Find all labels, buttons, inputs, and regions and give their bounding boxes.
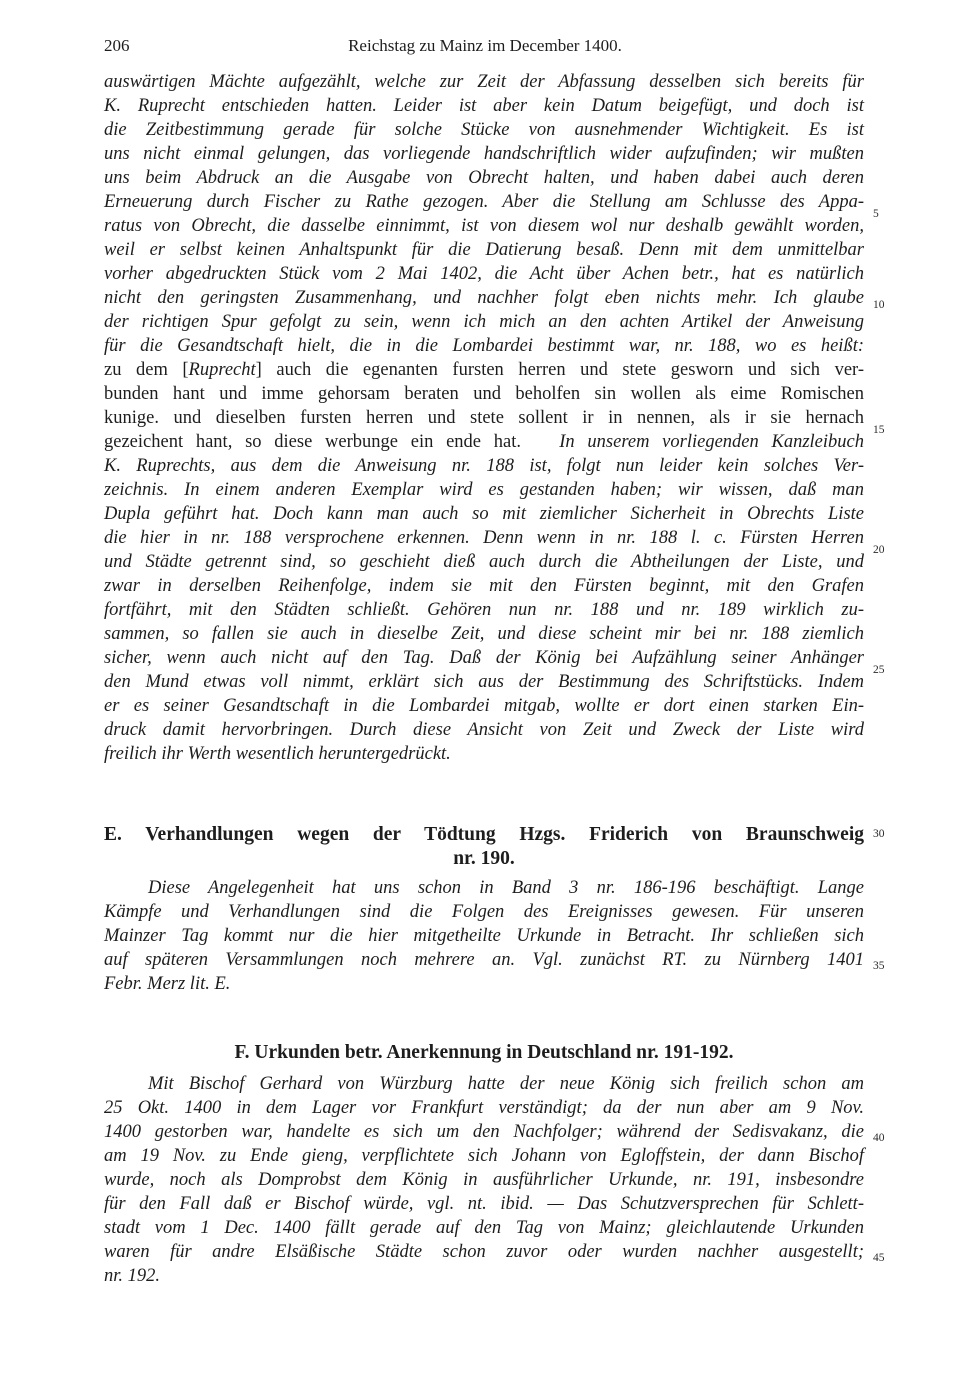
text-line: am 19 Nov. zu Ende gieng, verpflichtete sich Johann von Egloffstein, der dann Bischof bbox=[104, 1146, 864, 1166]
page-header bbox=[104, 36, 866, 58]
margin-line-number: 25 bbox=[873, 664, 885, 676]
running-title: Reichstag zu Mainz im December 1400. bbox=[348, 36, 622, 55]
text-line: Mainzer Tag kommt nur die hier mitgetheilte Urkunde in Betracht. Ihr schließen sich bbox=[104, 926, 864, 946]
quote-name: Ruprecht bbox=[188, 360, 256, 380]
quote-tail-italic: In unserem vorliegenden Kanzleibuch bbox=[559, 432, 864, 452]
margin-line-number: 45 bbox=[873, 1252, 885, 1264]
text-line: uns nicht einmal gelungen, das vorliegende handschriftlich wider aufzufinden; wir mußten bbox=[104, 144, 864, 164]
text-line: waren für andre Elsäßische Städte schon zuvor oder wurden nachher ausgestellt; bbox=[104, 1242, 864, 1262]
text-line: auf späteren Versammlungen noch mehrere an. Vgl. zunächst RT. zu Nürnberg 1401 bbox=[104, 950, 864, 970]
text-line: 1400 gestorben war, handelte es sich um den Nachfolger; während der Sedisvakanz, die bbox=[104, 1122, 864, 1142]
text-line: der richtigen Spur gefolgt zu sein, wenn ich mich an den achten Artikel der Anweisung bbox=[104, 312, 864, 332]
text-line: für die Gesandtschaft hielt, die in die Lombardei bestimmt war, nr. 188, wo es heißt: bbox=[104, 336, 864, 356]
text-line: K. Ruprecht entschieden hatten. Leider ist aber kein Datum beigefügt, und doch ist bbox=[104, 96, 864, 116]
text-line: die hier in nr. 188 versprochene erkennen. Denn wenn in nr. 188 l. c. Fürsten Herren bbox=[104, 528, 864, 548]
text-line: Dupla geführt hat. Doch kann man auch so mit ziemlicher Sicherheit in Obrechts Liste bbox=[104, 504, 864, 524]
text-line: Erneuerung durch Fischer zu Rathe gezogen. Aber die Stellung am Schlusse des Appa- bbox=[104, 192, 864, 212]
text-line: ratus von Obrecht, die dasselbe einnimmt, ist von diesem wol nur deshalb gewählt worden, bbox=[104, 216, 864, 236]
text-line: die Zeitbestimmung gerade für solche Stücke von ausnehmender Wichtigkeit. Es ist bbox=[104, 120, 864, 140]
margin-line-number: 15 bbox=[873, 424, 885, 436]
text-line: den Mund etwas voll nimmt, erklärt sich aus der Bestimmung des Schriftstücks. Indem bbox=[104, 672, 864, 692]
quote-line bbox=[104, 358, 864, 382]
text-line: uns beim Abdruck an die Ausgabe von Obrecht halten, und haben dabei auch deren bbox=[104, 168, 864, 188]
margin-line-number: 10 bbox=[873, 299, 885, 311]
text-line: K. Ruprechts, aus dem die Anweisung nr. 188 ist, folgt nun leider kein solches Ver- bbox=[104, 456, 864, 476]
text-line: Diese Angelegenheit hat uns schon in Band 3 nr. 186-196 beschäftigt. Lange bbox=[148, 878, 864, 898]
text-line: nicht den geringsten Zusammenhang, und nachher folgt eben nichts mehr. Ich glaube bbox=[104, 288, 864, 308]
margin-line-number: 40 bbox=[873, 1132, 885, 1144]
margin-line-number: 35 bbox=[873, 960, 885, 972]
text-line: und Städte getrennt sind, so geschieht dieß auch durch die Abtheilungen der Liste, und bbox=[104, 552, 864, 572]
text-line: sicher, wenn auch nicht auf den Tag. Daß der König bei Aufzählung seiner Anhänger bbox=[104, 648, 864, 668]
section-e-heading-number: nr. 190. bbox=[453, 848, 515, 869]
page-number: 206 bbox=[104, 36, 130, 55]
text-line: weil er selbst keinen Anhaltspunkt für die Datierung besaß. Denn mit dem unmittelbar bbox=[104, 240, 864, 260]
text-line: fortfährt, mit den Städten schließt. Gehören nun nr. 188 und nr. 189 wirklich zu- bbox=[104, 600, 864, 620]
quote-end: gezeichent hant, so diese werbunge ein ende hat. bbox=[104, 432, 521, 452]
text-line: vorher abgedruckten Stück vom 2 Mai 1402, die Acht über Achen betr., hat es natürlich bbox=[104, 264, 864, 284]
margin-line-number: 20 bbox=[873, 544, 885, 556]
margin-line-number: 30 bbox=[873, 828, 885, 840]
quote-line: bunden hant und imme gehorsam beraten und beholfen sin wollen als eime Romischen bbox=[104, 384, 864, 404]
text-line: für den Fall daß er Bischof würde, vgl. nt. ibid. — Das Schutzversprechen für Schlett- bbox=[104, 1194, 864, 1214]
text-line: Kämpfe und Verhandlungen sind die Folgen des Ereignisses gewesen. Für unseren bbox=[104, 902, 864, 922]
quote-line: kunige. und dieselben fursten herren und stete sollent ir in nennen, als ir sie hernach bbox=[104, 408, 864, 428]
quote-prefix: zu dem [ bbox=[104, 360, 189, 380]
text-line: zwar in derselben Reihenfolge, indem sie mit den Fürsten beginnt, mit den Grafen bbox=[104, 576, 864, 596]
text-line: nr. 192. bbox=[104, 1266, 161, 1286]
section-e-heading: E. Verhandlungen wegen der Tödtung Hzgs. Friderich von Braunschweig bbox=[104, 824, 864, 845]
text-line: sammen, so fallen sie auch in dieselbe Zeit, und diese scheint mir bei nr. 188 ziemlich bbox=[104, 624, 864, 644]
section-f-heading: F. Urkunden betr. Anerkennung in Deutschland nr. 191-192. bbox=[234, 1042, 734, 1063]
text-line: druck damit hervorbringen. Durch diese Ansicht von Zeit und Zweck der Liste wird bbox=[104, 720, 864, 740]
text-line: wurde, noch als Domprobst dem König in ausführlicher Urkunde, nr. 191, insbesondre bbox=[104, 1170, 864, 1190]
text-line: er es seiner Gesandtschaft in die Lombardei mitgab, wollte er dort einen starken Ein- bbox=[104, 696, 864, 716]
quote-line bbox=[104, 430, 864, 454]
quote-suffix: ] auch die egenanten fursten herren und stete gesworn und sich ver- bbox=[255, 360, 864, 380]
text-line: zeichnis. In einem anderen Exemplar wird es gestanden haben; wir wissen, daß man bbox=[104, 480, 864, 500]
text-line: stadt vom 1 Dec. 1400 fällt gerade auf den Tag von Mainz; gleichlautende Urkunden bbox=[104, 1218, 864, 1238]
text-line: Mit Bischof Gerhard von Würzburg hatte der neue König sich freilich schon am bbox=[148, 1074, 864, 1094]
text-line: freilich ihr Werth wesentlich heruntergedrückt. bbox=[104, 744, 451, 764]
text-line: Febr. Merz lit. E. bbox=[104, 974, 231, 994]
text-line: 25 Okt. 1400 in dem Lager vor Frankfurt verständigt; da der nun aber am 9 Nov. bbox=[104, 1098, 864, 1118]
text-line: auswärtigen Mächte aufgezählt, welche zur Zeit der Abfassung desselben sich bereits für bbox=[104, 72, 864, 92]
margin-line-number: 5 bbox=[873, 208, 879, 220]
